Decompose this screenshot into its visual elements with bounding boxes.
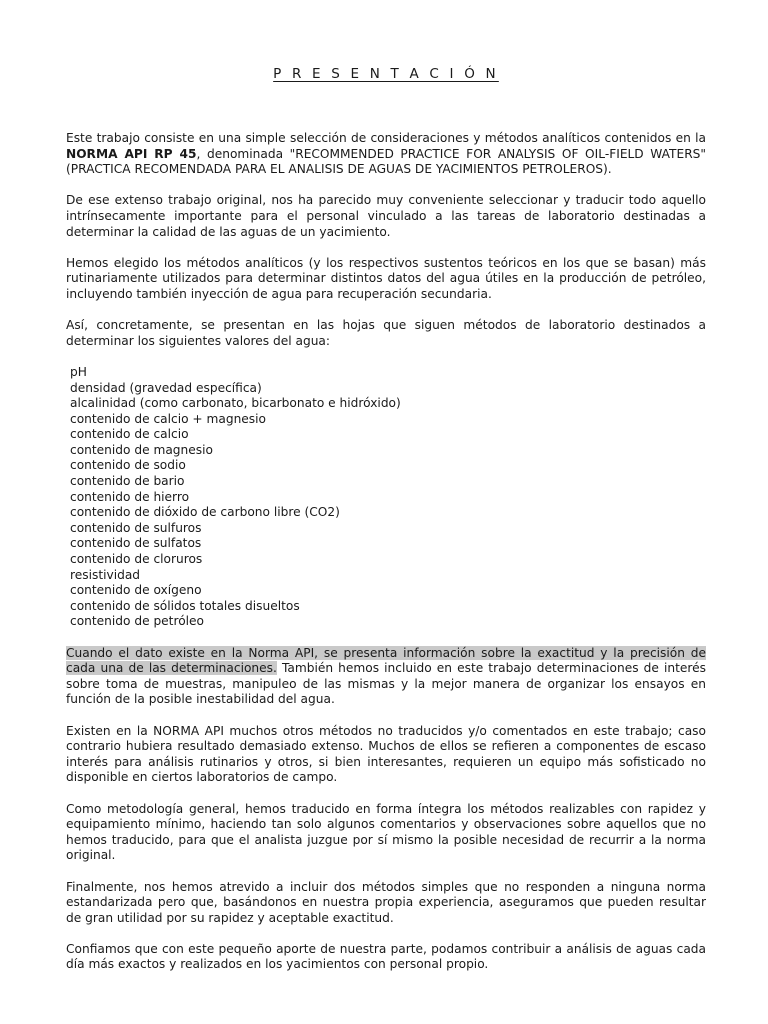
list-item: contenido de sulfatos [70, 536, 202, 551]
intro-text-after: , denominada "RECOMMENDED PRACTICE FOR ANALYSIS OF OIL-FIELD WATERS" (PRACTICA RECOMENDADA PARA EL ANALISIS DE AGUAS DE YACIMIENTOS PETROLEROS). [66, 146, 706, 177]
list-item: contenido de bario [70, 474, 185, 489]
list-item: contenido de sulfuros [70, 520, 202, 535]
list-item: contenido de sodio [70, 458, 186, 473]
list-item: contenido de hierro [70, 489, 190, 504]
highlighted-text: Cuando el dato existe en la Norma API, se presenta información sobre la exactitud y la precisión de cada una de las determinaciones. [66, 645, 706, 676]
list-item: resistividad [70, 567, 141, 582]
list-item: alcalinidad (como carbonato, bicarbonato e hidróxido) [70, 396, 401, 411]
list-item: densidad (gravedad específica) [70, 380, 262, 395]
paragraph-other-methods: Existen en la NORMA API muchos otros métodos no traducidos y/o comentados en este trabajo; caso contrario hubiera resultado demasiado extenso. Muchos de ellos se refieren a componentes de escaso interés para análisis rutinarios y otros, si bien interesantes, requieren un equipo más sofisticado no disponible en ciertos laboratorios de campo. [66, 723, 706, 785]
list-item: pH [70, 364, 87, 379]
paragraph-values-intro: Así, concretamente, se presentan en las hojas que siguen métodos de laboratorio destinados a determinar los siguientes valores del agua: [66, 318, 706, 348]
list-item: contenido de magnesio [70, 442, 213, 457]
list-item: contenido de dióxido de carbono libre (CO2) [70, 505, 340, 520]
paragraph-closing: Confiamos que con este pequeño aporte de nuestra parte, podamos contribuir a análisis de aguas cada día más exactos y realizados en los yacimientos con personal propio. [66, 941, 706, 972]
paragraph-methods: Hemos elegido los métodos analíticos (y los respectivos sustentos teóricos en los que se basan) más rutinariamente utilizados para determinar distintos datos del agua útiles en la producción de petróleo, incluyendo también inyección de agua para recuperación secundaria. [66, 255, 706, 301]
list-item: contenido de sólidos totales disueltos [70, 598, 300, 613]
page-title: P R E S E N T A C I Ó N [273, 66, 499, 82]
document-page [66, 64, 706, 989]
list-item: contenido de calcio [70, 427, 189, 442]
paragraph-methodology: Como metodología general, hemos traducido en forma íntegra los métodos realizables con rapidez y equipamiento mínimo, haciendo tan solo algunos comentarios y observaciones sobre aquellos que no hemos traducido, para que el analista juzgue por sí mismo la posible necesidad de recurrir a la norma original. [66, 801, 706, 863]
list-item: contenido de calcio + magnesio [70, 411, 266, 426]
intro-paragraph [66, 131, 706, 178]
list-item: contenido de oxígeno [70, 583, 202, 598]
paragraph-accuracy-rest: También hemos incluido en este trabajo determinaciones de interés sobre toma de muestras, manipuleo de las mismas y la mejor manera de organizar los ensayos en función de la posible inestabilidad del agua. [66, 661, 706, 707]
values-list [70, 365, 706, 630]
intro-text-before: Este trabajo consiste en una simple selección de consideraciones y métodos analíticos contenidos en la [66, 131, 706, 145]
list-item: contenido de cloruros [70, 552, 203, 567]
list-item: contenido de petróleo [70, 614, 204, 629]
paragraph-accuracy [66, 646, 706, 708]
paragraph-simple-methods: Finalmente, nos hemos atrevido a incluir dos métodos simples que no responden a ninguna norma estandarizada pero que, basándonos en nuestra propia experiencia, aseguramos que pueden resultar de gran utilidad por su rapidez y aceptable exactitud. [66, 879, 706, 925]
norma-name: NORMA API RP 45 [66, 146, 197, 161]
paragraph-selection: De ese extenso trabajo original, nos ha parecido muy conveniente seleccionar y traducir todo aquello intrínsecamente importante para el personal vinculado a las tareas de laboratorio destinadas a determinar la calidad de las aguas de un yacimiento. [66, 193, 706, 239]
